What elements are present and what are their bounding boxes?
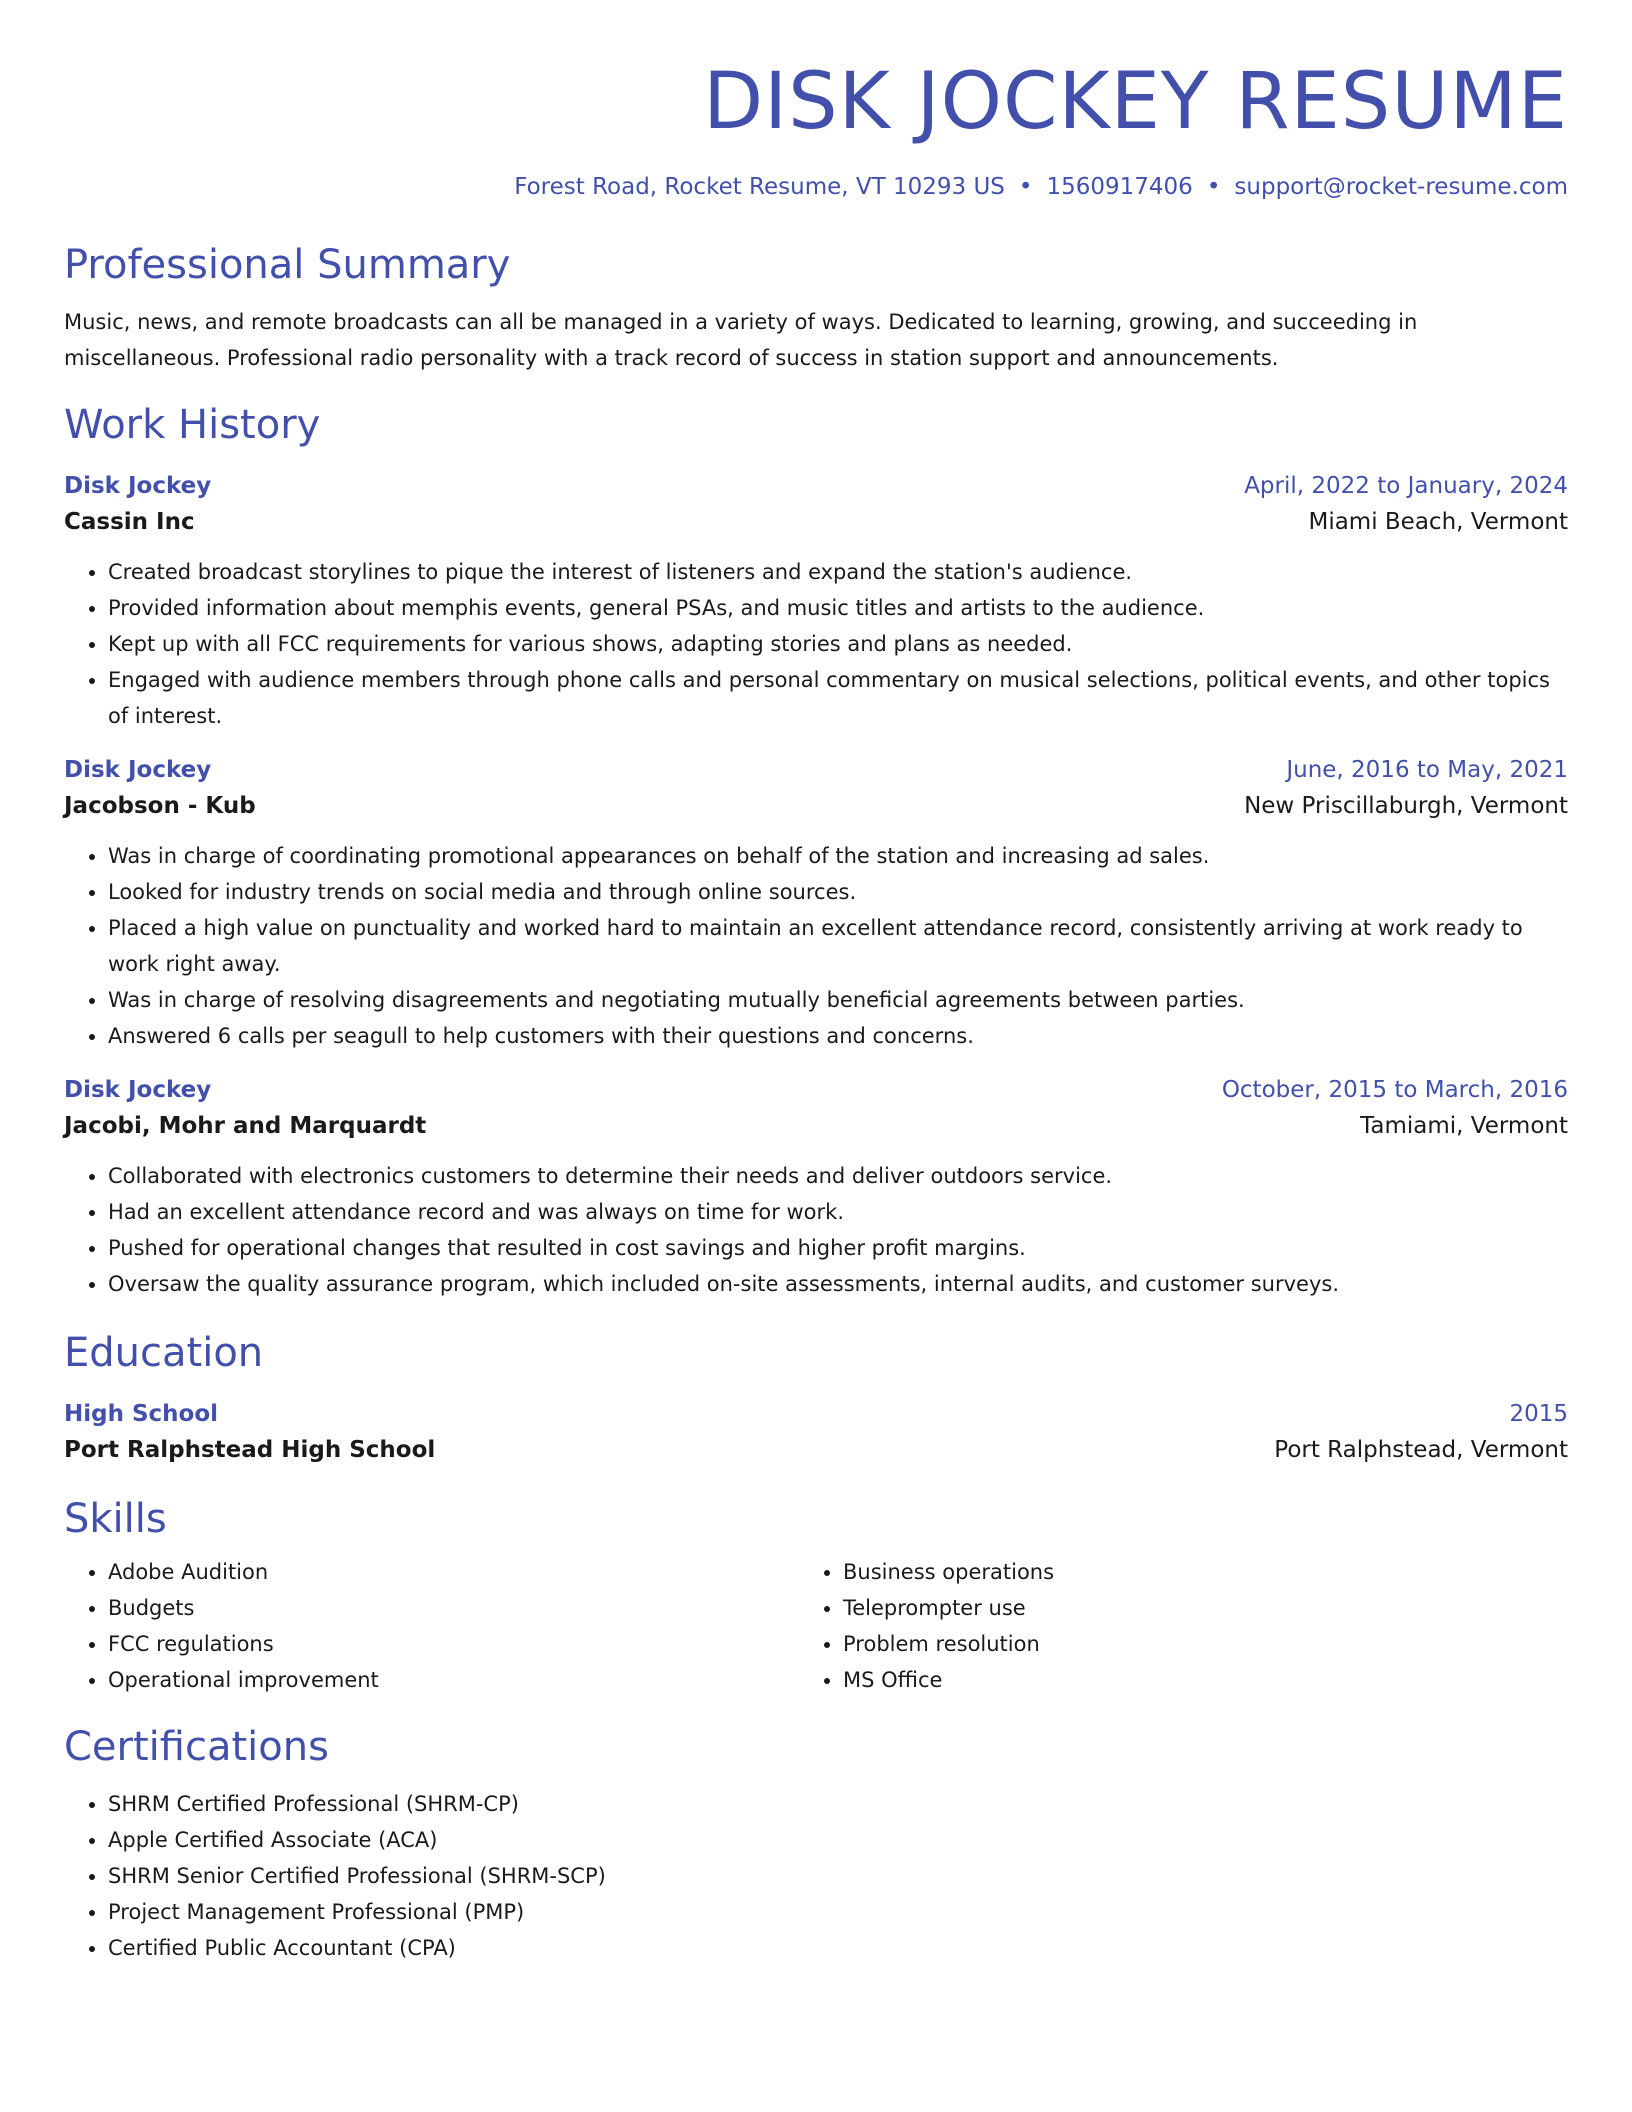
job-bullet: • Provided information about memphis events, general PSAs, and music titles and artists to the audience. — [108, 590, 1568, 626]
education-school-row — [64, 1432, 1568, 1468]
contact-separator: • — [1206, 174, 1221, 200]
certification-item: • SHRM Senior Certified Professional (SHRM-SCP) — [108, 1858, 1568, 1894]
section-title-work-history: Work History — [64, 402, 321, 448]
job-dates: June, 2016 to May, 2021 — [1286, 757, 1568, 783]
job-location: Tamiami, Vermont — [1360, 1113, 1568, 1139]
job-bullet: • Engaged with audience members through phone calls and personal commentary on musical selections, political events, and other topics of interest. — [108, 662, 1568, 734]
summary-text: Music, news, and remote broadcasts can all be managed in a variety of ways. Dedicated to learning, growing, and succeeding in miscellaneous. Professional radio personality with a track record of success in station support and announcements. — [64, 310, 1418, 370]
education-header-row — [64, 1396, 1568, 1432]
contact-phone: 1560917406 — [1046, 174, 1193, 200]
section-title-skills: Skills — [64, 1496, 167, 1542]
job-bullet: • Placed a high value on punctuality and worked hard to maintain an excellent attendance record, consistently arriving at work ready to work right away. — [108, 910, 1568, 982]
skill-item: • Operational improvement — [108, 1662, 799, 1698]
job-bullet: • Looked for industry trends on social media and through online sources. — [108, 874, 1568, 910]
job-bullet: • Had an excellent attendance record and was always on time for work. — [108, 1194, 1568, 1230]
skill-item: • Budgets — [108, 1590, 799, 1626]
certification-item: • Project Management Professional (PMP) — [108, 1894, 1568, 1930]
job-header-row — [64, 752, 1568, 788]
skills-column-right — [799, 1554, 1534, 1698]
job-location: Miami Beach, Vermont — [1308, 509, 1568, 535]
job-company: Jacobson - Kub — [64, 793, 256, 819]
contact-line — [64, 172, 1568, 202]
certification-item: • Certified Public Accountant (CPA) — [108, 1930, 1568, 1966]
skill-item: • Adobe Audition — [108, 1554, 799, 1590]
job-bullet: • Answered 6 calls per seagull to help customers with their questions and concerns. — [108, 1018, 1568, 1054]
job-bullet: • Was in charge of coordinating promotional appearances on behalf of the station and increasing ad sales. — [108, 838, 1568, 874]
skills-grid — [64, 1554, 1568, 1698]
certification-item: • SHRM Certified Professional (SHRM-CP) — [108, 1786, 1568, 1822]
job-bullet: • Was in charge of resolving disagreements and negotiating mutually beneficial agreements between parties. — [108, 982, 1568, 1018]
skill-item: • FCC regulations — [108, 1626, 799, 1662]
job-entry — [64, 468, 1568, 734]
job-bullets — [64, 1158, 1568, 1302]
job-dates: April, 2022 to January, 2024 — [1244, 473, 1568, 499]
education-degree: High School — [64, 1401, 219, 1427]
job-company-row — [64, 788, 1568, 824]
job-header-row — [64, 468, 1568, 504]
certifications-list — [64, 1786, 1568, 1966]
education-entry — [64, 1396, 1568, 1468]
job-location: New Priscillaburgh, Vermont — [1244, 793, 1568, 819]
job-bullet: • Pushed for operational changes that resulted in cost savings and higher profit margins. — [108, 1230, 1568, 1266]
job-header-row — [64, 1072, 1568, 1108]
skills-column-left — [64, 1554, 799, 1698]
job-role: Disk Jockey — [64, 473, 212, 499]
section-title-certifications: Certifications — [64, 1724, 329, 1770]
job-dates: October, 2015 to March, 2016 — [1221, 1077, 1568, 1103]
job-bullet: • Kept up with all FCC requirements for various shows, adapting stories and plans as needed. — [108, 626, 1568, 662]
job-company: Jacobi, Mohr and Marquardt — [64, 1113, 427, 1139]
skill-item: • MS Office — [843, 1662, 1534, 1698]
resume-header — [64, 56, 1568, 202]
section-title-summary: Professional Summary — [64, 242, 511, 288]
resume-title: DISK JOCKEY RESUME — [703, 57, 1568, 147]
job-entry — [64, 1072, 1568, 1302]
skill-item: • Teleprompter use — [843, 1590, 1534, 1626]
skill-item: • Problem resolution — [843, 1626, 1534, 1662]
job-bullet: • Collaborated with electronics customers to determine their needs and deliver outdoors service. — [108, 1158, 1568, 1194]
skill-item: • Business operations — [843, 1554, 1534, 1590]
job-bullets — [64, 554, 1568, 734]
job-bullets — [64, 838, 1568, 1054]
education-location: Port Ralphstead, Vermont — [1274, 1437, 1568, 1463]
job-bullet: • Created broadcast storylines to pique the interest of listeners and expand the station's audience. — [108, 554, 1568, 590]
job-company-row — [64, 504, 1568, 540]
contact-address: Forest Road, Rocket Resume, VT 10293 US — [514, 174, 1005, 200]
contact-email: support@rocket-resume.com — [1234, 174, 1568, 200]
job-entry — [64, 752, 1568, 1054]
education-year: 2015 — [1509, 1401, 1568, 1427]
job-bullet: • Oversaw the quality assurance program, which included on-site assessments, internal audits, and customer surveys. — [108, 1266, 1568, 1302]
contact-separator: • — [1018, 174, 1033, 200]
job-role: Disk Jockey — [64, 1077, 212, 1103]
section-title-education: Education — [64, 1330, 264, 1376]
certification-item: • Apple Certified Associate (ACA) — [108, 1822, 1568, 1858]
job-company: Cassin Inc — [64, 509, 195, 535]
job-role: Disk Jockey — [64, 757, 212, 783]
job-company-row — [64, 1108, 1568, 1144]
education-school: Port Ralphstead High School — [64, 1437, 436, 1463]
